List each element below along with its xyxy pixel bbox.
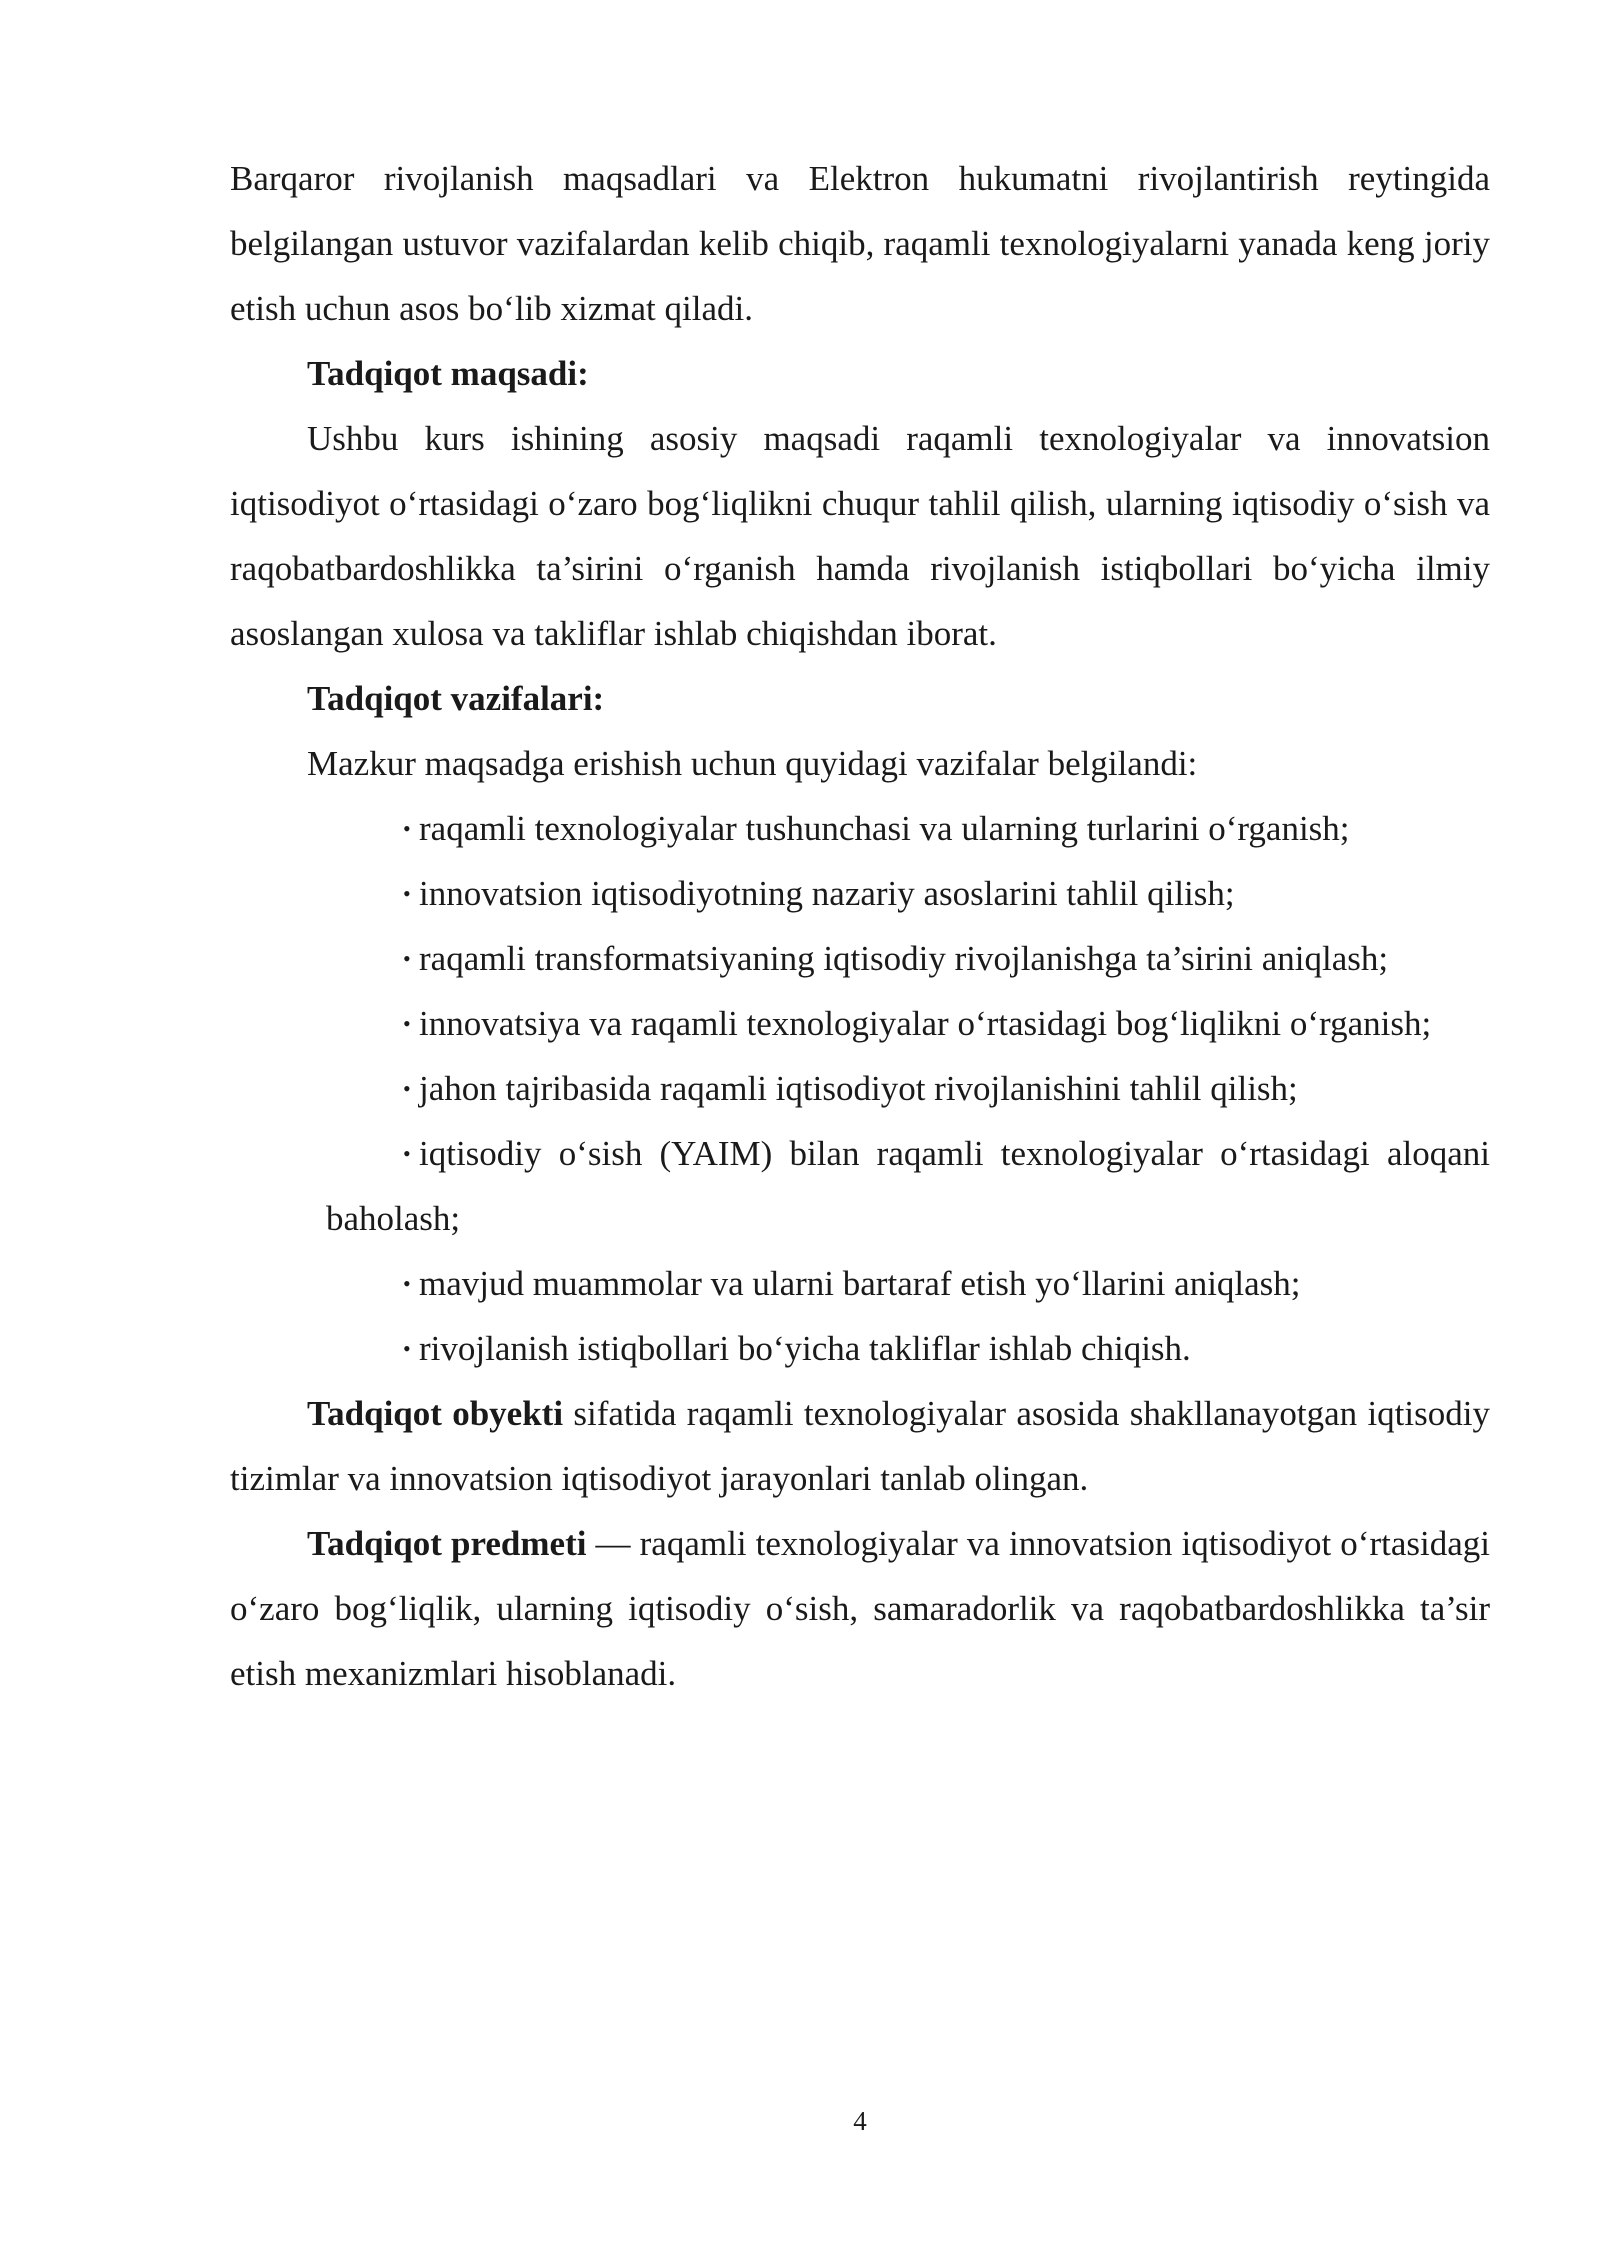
- page-body: [230, 146, 1490, 1706]
- list-item-text: innovatsiya va raqamli texnologiyalar o‘rtasidagi bog‘liqlikni o‘rganish;: [419, 1004, 1432, 1043]
- list-item: [230, 796, 1490, 861]
- list-item-text: innovatsion iqtisodiyotning nazariy asoslarini tahlil qilish;: [419, 874, 1235, 913]
- list-item: [230, 1121, 1490, 1251]
- bullet-icon: •: [403, 1336, 411, 1361]
- bullet-icon: •: [403, 1141, 411, 1166]
- list-item: [230, 1251, 1490, 1316]
- object-text: sifatida raqamli texnologiyalar asosida shakllanayotgan iqtisodiy tizimlar va innovatsion iqtisodiyot jarayonlari tanlab olingan.: [230, 1394, 1490, 1498]
- object-term: Tadqiqot obyekti: [307, 1394, 564, 1433]
- bullet-icon: •: [403, 881, 411, 906]
- list-item-text: iqtisodiy o‘sish (YAIM) bilan raqamli texnologiyalar o‘rtasidagi aloqani baholash;: [326, 1134, 1490, 1238]
- bullet-icon: •: [403, 1011, 411, 1036]
- tasks-heading: Tadqiqot vazifalari:: [307, 679, 605, 718]
- object-paragraph: [230, 1381, 1490, 1511]
- subject-term: Tadqiqot predmeti: [307, 1524, 587, 1563]
- tasks-list: [230, 796, 1490, 1381]
- page-number: 4: [853, 2106, 867, 2136]
- tasks-lead: Mazkur maqsadga erishish uchun quyidagi vazifalar belgilandi:: [307, 744, 1198, 783]
- goal-heading: Tadqiqot maqsadi:: [307, 354, 589, 393]
- intro-paragraph: Barqaror rivojlanish maqsadlari va Elektron hukumatni rivojlantirish reytingida belgilangan ustuvor vazifalardan kelib chiqib, raqamli texnologiyalarni yanada keng joriy etish uchun asos bo‘lib xizmat qiladi.: [230, 159, 1490, 328]
- list-item-text: raqamli texnologiyalar tushunchasi va ularning turlarini o‘rganish;: [419, 809, 1350, 848]
- bullet-icon: •: [403, 1076, 411, 1101]
- bullet-icon: •: [403, 1271, 411, 1296]
- list-item-text: rivojlanish istiqbollari bo‘yicha takliflar ishlab chiqish.: [419, 1329, 1191, 1368]
- list-item: [230, 991, 1490, 1056]
- list-item: [230, 926, 1490, 991]
- subject-paragraph: [230, 1511, 1490, 1706]
- subject-text: — raqamli texnologiyalar va innovatsion iqtisodiyot o‘rtasidagi o‘zaro bog‘liqlik, ularning iqtisodiy o‘sish, samaradorlik va raqobatbardoshlikka ta’sir etish mexanizmlari hisoblanadi.: [230, 1524, 1490, 1693]
- list-item: [230, 1056, 1490, 1121]
- list-item-text: raqamli transformatsiyaning iqtisodiy rivojlanishga ta’sirini aniqlash;: [419, 939, 1389, 978]
- list-item: [230, 861, 1490, 926]
- list-item-text: mavjud muammolar va ularni bartaraf etish yo‘llarini aniqlash;: [419, 1264, 1301, 1303]
- bullet-icon: •: [403, 946, 411, 971]
- list-item: [230, 1316, 1490, 1381]
- list-item-text: jahon tajribasida raqamli iqtisodiyot rivojlanishini tahlil qilish;: [419, 1069, 1298, 1108]
- bullet-icon: •: [403, 816, 411, 841]
- goal-paragraph: Ushbu kurs ishining asosiy maqsadi raqamli texnologiyalar va innovatsion iqtisodiyot o‘rtasidagi o‘zaro bog‘liqlikni chuqur tahlil qilish, ularning iqtisodiy o‘sish va raqobatbardoshlikka ta’sirini o‘rganish hamda rivojlanish istiqbollari bo‘yicha ilmiy asoslangan xulosa va takliflar ishlab chiqishdan iborat.: [230, 419, 1490, 653]
